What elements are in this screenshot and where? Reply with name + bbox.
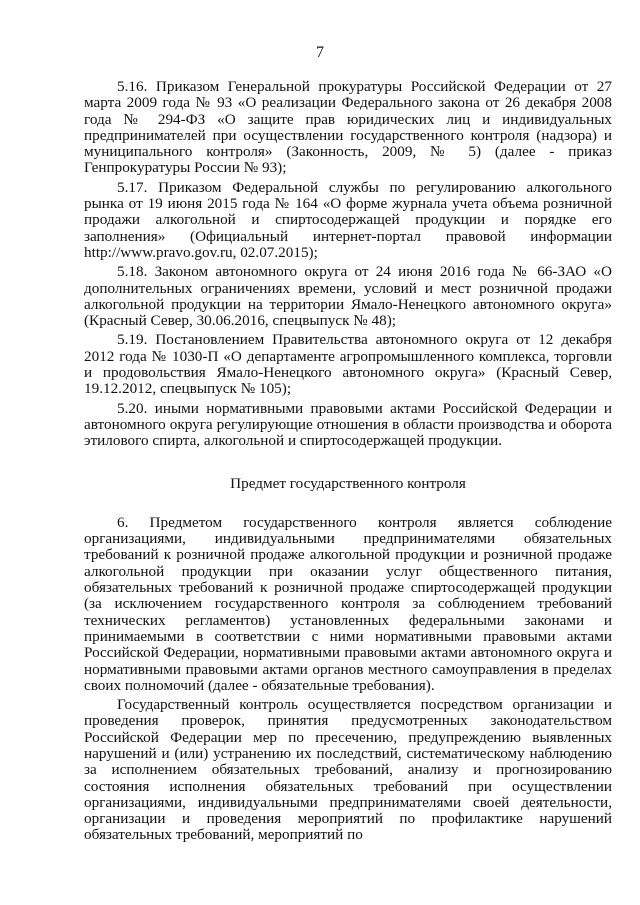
section-heading: Предмет государственного контроля	[230, 474, 466, 492]
document-body	[84, 79, 612, 844]
clause-6: 6. Предметом государственного контроля является соблюдение организациями, индивидуальными предпринимателями обязательных требований к розничной продаже алкогольной продукции и розничной продаже алкогольной продукции при оказании услуг общественного питания, обязательных требований к розничной продаже спиртосодержащей продукции (за исключением государственного контроля за соблюдением требований технических регламентов) установленных федеральными законами и принимаемыми в соответствии с ними нормативными правовыми актами Российской Федерации, нормативными правовыми актами автономного округа и нормативными правовыми актами органов местного самоуправления в пределах своих полномочий (далее - обязательные требования).	[84, 513, 612, 694]
clause-5-18: 5.18. Законом автономного округа от 24 июня 2016 года № 66-ЗАО «О дополнительных ограничениях времени, условий и мест розничной продажи алкогольной продукции на территории Ямало-Ненецкого автономного округа» (Красный Север, 30.06.2016, спецвыпуск № 48);	[84, 263, 612, 330]
clause-5-17: 5.17. Приказом Федеральной службы по регулированию алкогольного рынка от 19 июня 2015 года № 164 «О форме журнала учета объема розничной продажи алкогольной и спиртосодержащей продукции и порядке его заполнения» (Официальный интернет-портал правовой информации http://www.pravo.gov.ru, 02.07.2015);	[84, 178, 612, 261]
clause-5-16: 5.16. Приказом Генеральной прокуратуры Российской Федерации от 27 марта 2009 года № 93 «О реализации Федерального закона от 26 декабря 2008 года № 294-ФЗ «О защите прав юридических лиц и индивидуальных предпринимателей при осуществлении государственного контроля (надзора) и муниципального контроля» (Законность, 2009, № 5) (далее - приказ Генпрокуратуры России № 93);	[84, 78, 612, 177]
page-number: 7	[316, 44, 324, 61]
clause-5-19: 5.19. Постановлением Правительства автономного округа от 12 декабря 2012 года № 1030-П «О департаменте агропромышленного комплекса, торговли и продовольствия Ямало-Ненецкого автономного округа» (Красный Север, 19.12.2012, спецвыпуск № 105);	[84, 331, 612, 398]
paragraph-state-control: Государственный контроль осуществляется посредством организации и проведения проверок, принятия предусмотренных законодательством Российской Федерации мер по пресечению, предупреждению выявленных нарушений и (или) устранению их последствий, систематическому наблюдению за исполнением обязательных требований, анализу и прогнозированию состояния исполнения обязательных требований при осуществлении организациями, индивидуальными предпринимателями своей деятельности, организации и проведения мероприятий по профилактике нарушений обязательных требований, мероприятий по	[84, 696, 612, 844]
clause-5-20: 5.20. иными нормативными правовыми актами Российской Федерации и автономного округа регулирующие отношения в области производства и оборота этилового спирта, алкогольной и спиртосодержащей продукции.	[84, 399, 612, 450]
